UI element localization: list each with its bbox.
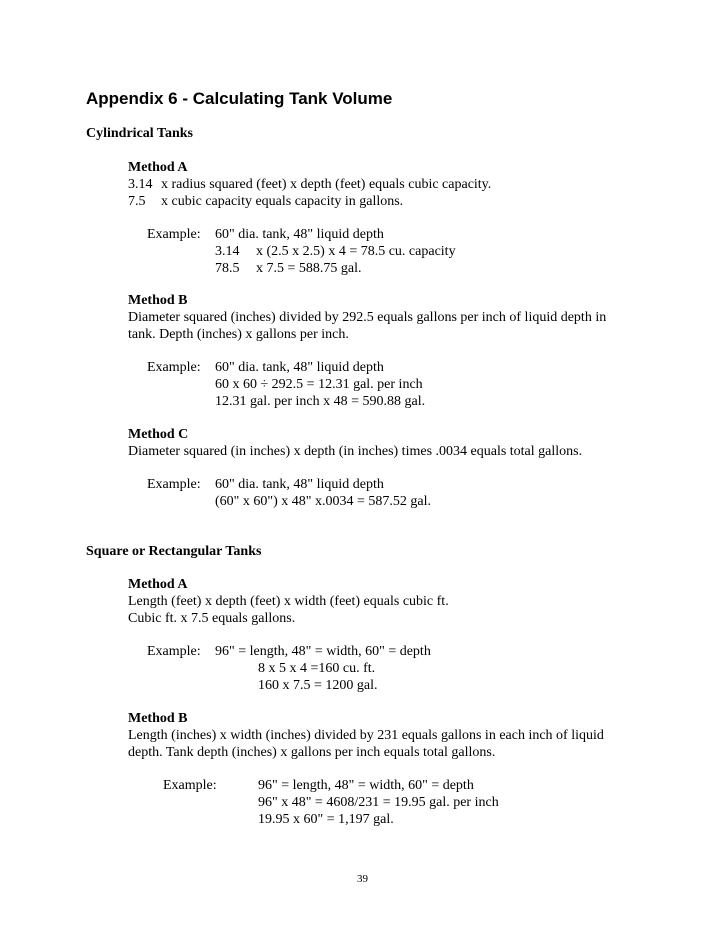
- rect-method-b-title: Method B: [128, 711, 188, 726]
- cyl-b-example-line3: 12.31 gal. per inch x 48 = 590.88 gal.: [215, 394, 426, 409]
- cyl-b-line2: tank. Depth (inches) x gallons per inch.: [128, 327, 349, 342]
- cyl-b-example-line2: 60 x 60 ÷ 292.5 = 12.31 gal. per inch: [215, 377, 423, 392]
- cyl-a-example-line1: 60" dia. tank, 48" liquid depth: [215, 227, 384, 242]
- cyl-c-example-line1: 60" dia. tank, 48" liquid depth: [215, 477, 384, 492]
- cyl-a-example-line2-text: x (2.5 x 2.5) x 4 = 78.5 cu. capacity: [256, 244, 456, 259]
- cyl-b-example-label: Example:: [147, 360, 201, 375]
- cyl-a-line1-num: 3.14: [128, 177, 153, 192]
- cyl-a-example-line2-num: 3.14: [215, 244, 240, 259]
- rect-b-example-line2: 96" x 48" = 4608/231 = 19.95 gal. per inch: [258, 795, 499, 810]
- rect-a-line1: Length (feet) x depth (feet) x width (feet) equals cubic ft.: [128, 594, 449, 609]
- cyl-a-example-label: Example:: [147, 227, 201, 242]
- section-heading-cylindrical: Cylindrical Tanks: [86, 126, 193, 141]
- cyl-b-example-line1: 60" dia. tank, 48" liquid depth: [215, 360, 384, 375]
- rect-a-example-line2: 8 x 5 x 4 =160 cu. ft.: [258, 661, 376, 676]
- rect-a-example-label: Example:: [147, 644, 201, 659]
- page-title: Appendix 6 - Calculating Tank Volume: [86, 89, 393, 108]
- rect-b-line1: Length (inches) x width (inches) divided by 231 equals gallons in each inch of liquid: [128, 728, 604, 743]
- cyl-a-example-line3-text: x 7.5 = 588.75 gal.: [256, 261, 362, 276]
- rect-a-example-line3: 160 x 7.5 = 1200 gal.: [258, 678, 378, 693]
- rect-b-line2: depth. Tank depth (inches) x gallons per inch equals total gallons.: [128, 745, 496, 760]
- rect-a-line2: Cubic ft. x 7.5 equals gallons.: [128, 611, 296, 626]
- cyl-c-line1: Diameter squared (in inches) x depth (in inches) times .0034 equals total gallons.: [128, 444, 583, 459]
- rect-b-example-line3: 19.95 x 60" = 1,197 gal.: [258, 812, 394, 827]
- cyl-a-line2-num: 7.5: [128, 194, 146, 209]
- rect-b-example-label: Example:: [163, 778, 217, 793]
- cyl-c-example-label: Example:: [147, 477, 201, 492]
- cyl-method-a-title: Method A: [128, 160, 188, 175]
- cyl-method-c-title: Method C: [128, 427, 189, 442]
- section-heading-rectangular: Square or Rectangular Tanks: [86, 544, 262, 559]
- rect-b-example-line1: 96" = length, 48" = width, 60" = depth: [258, 778, 474, 793]
- cyl-a-example-line3-num: 78.5: [215, 261, 240, 276]
- rect-a-example-line1: 96" = length, 48" = width, 60" = depth: [215, 644, 431, 659]
- cyl-a-line1-text: x radius squared (feet) x depth (feet) equals cubic capacity.: [161, 177, 492, 192]
- cyl-method-b-title: Method B: [128, 293, 188, 308]
- cyl-b-line1: Diameter squared (inches) divided by 292.5 equals gallons per inch of liquid depth in: [128, 310, 607, 325]
- cyl-c-example-line2: (60" x 60") x 48" x.0034 = 587.52 gal.: [215, 494, 431, 509]
- cyl-a-line2-text: x cubic capacity equals capacity in gallons.: [161, 194, 404, 209]
- page-number: 39: [357, 873, 368, 885]
- rect-method-a-title: Method A: [128, 577, 188, 592]
